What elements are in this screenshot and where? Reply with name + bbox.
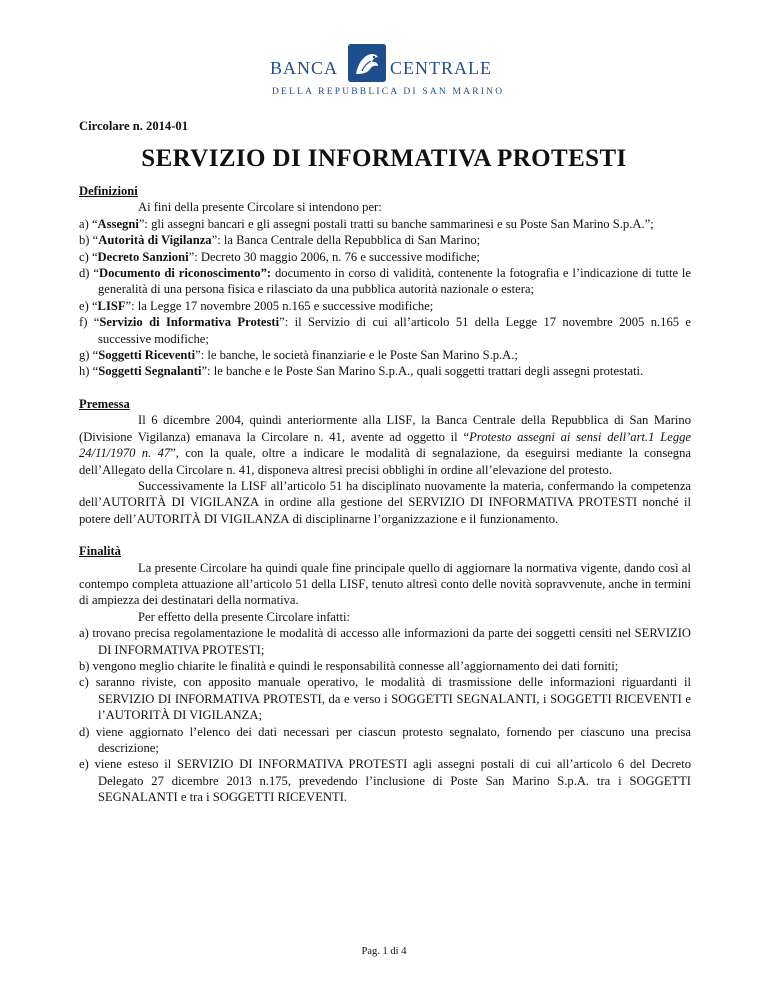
- definition-item: h) “Soggetti Segnalanti”: le banche e le Poste San Marino S.p.A., quali soggetti trattari degli assegni protestati.: [79, 364, 644, 379]
- definition-item: f) “Servizio di Informativa Protesti”: il Servizio di cui all’articolo 51 della Legge 17 novembre 2005 n.165 e successive modifiche;: [79, 315, 691, 346]
- circular-number: Circolare n. 2014-01: [79, 119, 189, 133]
- premessa-paragraph-1: Il 6 dicembre 2004, quindi anteriormente alla LISF, la Banca Centrale della Repubblica di San Marino (Divisione Vigilanza) emanava la Circolare n. 41, avente ad oggetto il “Protesto assegni ai sensi dell’art.1 Legge 24/11/1970 n. 47”, con la quale, oltre a indicare le modalità di segnalazione, da eseguirsi mediante la consegna dell’Allegato della Circolare n. 41, disponeva altresì precisi obblighi in ordine all’elevazione del protesto.: [79, 413, 692, 477]
- page-title: SERVIZIO DI INFORMATIVA PROTESTI: [141, 145, 627, 172]
- definition-item: g) “Soggetti Riceventi”: le banche, le società finanziarie e le Poste San Marino S.p.A.;: [79, 348, 518, 363]
- section-heading-premessa: Premessa: [79, 396, 130, 411]
- section-heading-finalita: Finalità: [79, 544, 121, 559]
- finalita-item: b) vengono meglio chiarite le finalità e quindi le responsabilità connesse all’aggiornamento dei dati forniti;: [79, 658, 619, 673]
- logo-word-left: BANCA: [270, 58, 339, 78]
- bcsm-logo: [270, 44, 505, 100]
- finalita-item: c) saranno riviste, con apposito manuale operativo, le modalità di trasmissione delle informazioni riguardanti il SERVIZIO DI INFORMATIVA PROTESTI, da e verso i SOGGETTI SEGNALANTI, i SOGGETTI RICEVENTI e l’AUTORITÀ DI VIGILANZA;: [79, 675, 691, 723]
- definizioni-intro: Ai fini della presente Circolare si intendono per:: [138, 200, 382, 215]
- definition-item: e) “LISF”: la Legge 17 novembre 2005 n.165 e successive modifiche;: [79, 298, 434, 313]
- finalita-item: d) viene aggiornato l’elenco dei dati necessari per ciascun protesto segnalato, fornendo per ciascuno una precisa descrizione;: [79, 724, 691, 755]
- section-heading-definizioni: Definizioni: [79, 184, 138, 198]
- logo-subtitle: DELLA REPUBBLICA DI SAN MARINO: [272, 87, 505, 97]
- page-number: Pag. 1 di 4: [361, 946, 407, 957]
- finalita-paragraph-1: La presente Circolare ha quindi quale fine principale quello di aggiornare la normativa vigente, dando così al contempo completa attuazione all’articolo 51 della LISF, tenuto altresì conto delle novità sopravvenute, anche in termini di ampiezza dei destinatari della normativa.: [79, 560, 691, 608]
- finalita-paragraph-2: Per effetto della presente Circolare infatti:: [138, 609, 351, 624]
- document-body: [79, 183, 691, 806]
- premessa-paragraph-2: Successivamente la LISF all’articolo 51 ha disciplinato nuovamente la materia, confermando la competenza dell’AUTORITÀ DI VIGILANZA in ordine alla gestione del SERVIZIO DI INFORMATIVA PROTESTI nonché il potere dell’AUTORITÀ DI VIGILANZA di disciplinarne l’organizzazione e il funzionamento.: [79, 478, 691, 526]
- finalita-list: [79, 625, 691, 805]
- definition-item: c) “Decreto Sanzioni”: Decreto 30 maggio 2006, n. 76 e successive modifiche;: [79, 249, 480, 264]
- definition-item: b) “Autorità di Vigilanza”: la Banca Centrale della Repubblica di San Marino;: [79, 233, 481, 248]
- finalita-item: a) trovano precisa regolamentazione le modalità di accesso alle informazioni da parte dei soggetti censiti nel SERVIZIO DI INFORMATIVA PROTESTI;: [79, 626, 691, 657]
- definition-item: a) “Assegni”: gli assegni bancari e gli assegni postali tratti su banche sammarinesi e su Poste San Marino S.p.A.”;: [79, 216, 654, 231]
- definitions-list: [79, 216, 691, 380]
- definition-item: d) “Documento di riconoscimento”: documento in corso di validità, contenente la fotografia e l’indicazione di tutte le generalità di una persona fisica e rilasciato da una pubblica autorità nazionale o estera;: [79, 266, 691, 297]
- finalita-item: e) viene esteso il SERVIZIO DI INFORMATIVA PROTESTI agli assegni postali di cui all’articolo 6 del Decreto Delegato 27 dicembre 2013 n.175, prevedendo l’inclusione di Poste San Marino S.p.A. tra i SOGGETTI SEGNALANTI e tra i SOGGETTI RICEVENTI.: [79, 757, 691, 805]
- logo-emblem-icon: [348, 44, 386, 82]
- logo-word-right: CENTRALE: [390, 58, 492, 78]
